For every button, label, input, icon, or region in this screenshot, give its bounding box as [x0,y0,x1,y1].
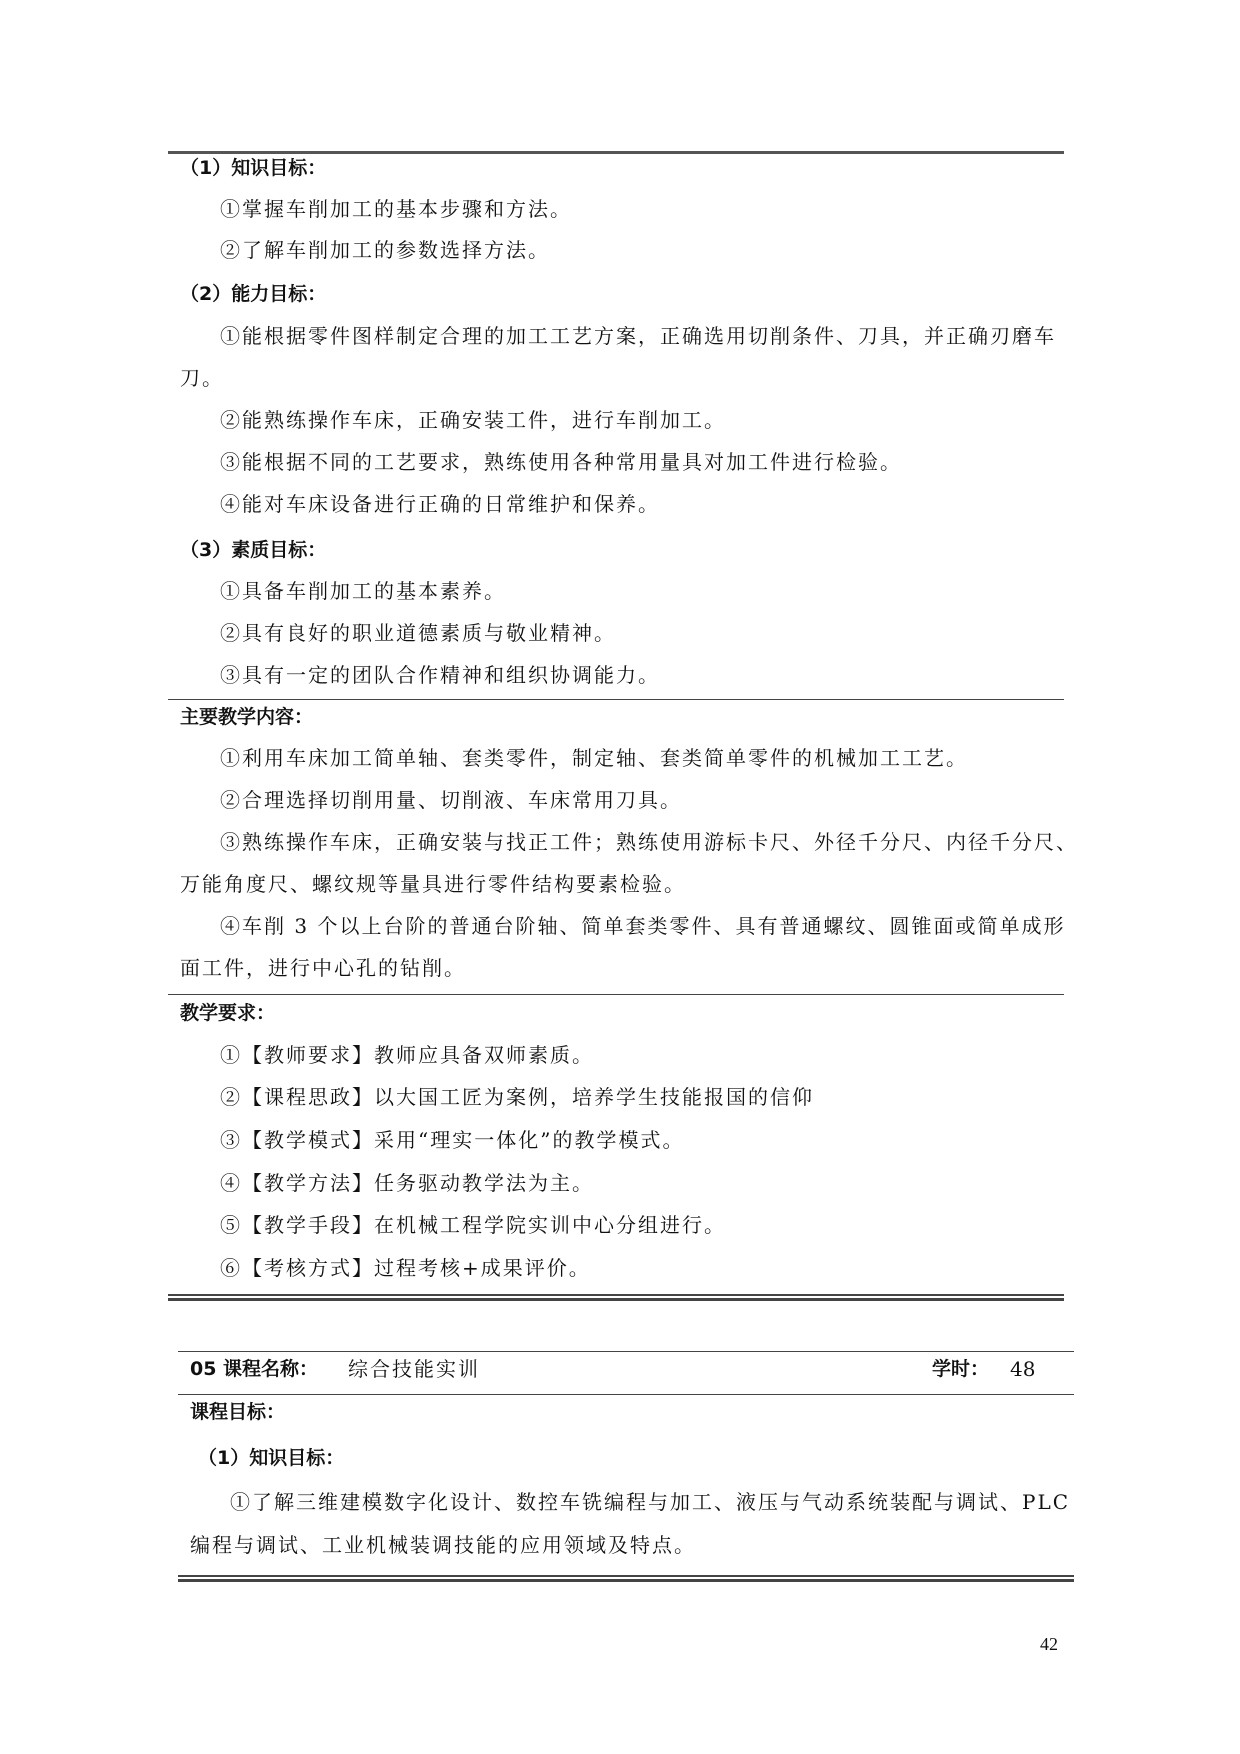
course05-name-label: 05 课程名称： [190,1358,319,1380]
requirement-item-5: ⑤【教学手段】在机械工程学院实训中心分组进行。 [220,1213,726,1237]
content-line-4: ④车削 3 个以上台阶的普通台阶轴、简单套类零件、具有普通螺纹、圆锥面或简单成形 [220,914,1066,938]
content-line-4-cont: 面工件，进行中心孔的钻削。 [180,956,466,980]
requirement-item-1: ①【教师要求】教师应具备双师素质。 [220,1043,594,1067]
quality-heading: （3）素质目标： [180,539,327,561]
course05-hours-label: 学时： [932,1358,990,1380]
ability-item-3: ③能根据不同的工艺要求，熟练使用各种常用量具对加工件进行检验。 [220,450,902,474]
bottom-rule-section1 [168,1294,1064,1296]
course05-knowledge-heading: （1）知识目标： [198,1447,345,1469]
course05-knowledge-line-1: ①了解三维建模数字化设计、数控车铣编程与加工、液压与气动系统装配与调试、PLC [230,1490,1071,1514]
content-heading: 主要教学内容： [180,706,314,728]
top-rule [168,151,1064,154]
quality-item-2: ②具有良好的职业道德素质与敬业精神。 [220,621,616,645]
course05-hours-value: 48 [1010,1357,1036,1381]
divider-requirements [168,994,1064,995]
knowledge-heading: （1）知识目标： [180,157,327,179]
requirement-item-4: ④【教学方法】任务驱动教学法为主。 [220,1171,594,1195]
course05-knowledge-line-2: 编程与调试、工业机械装调技能的应用领域及特点。 [190,1533,696,1557]
ability-item-1: ①能根据零件图样制定合理的加工工艺方案，正确选用切削条件、刀具，并正确刃磨车 [220,324,1056,348]
ability-heading: （2）能力目标： [180,283,327,305]
knowledge-item-2: ②了解车削加工的参数选择方法。 [220,238,550,262]
requirement-item-3: ③【教学模式】采用“理实一体化”的教学模式。 [220,1128,685,1152]
content-line-2: ②合理选择切削用量、切削液、车床常用刀具。 [220,788,682,812]
ability-item-2: ②能熟练操作车床，正确安装工件，进行车削加工。 [220,408,726,432]
requirements-heading: 教学要求： [180,1002,276,1024]
quality-item-3: ③具有一定的团队合作精神和组织协调能力。 [220,663,660,687]
course05-name-value: 综合技能实训 [348,1357,480,1381]
content-line-1: ①利用车床加工简单轴、套类零件，制定轴、套类简单零件的机械加工工艺。 [220,746,968,770]
content-line-3: ③熟练操作车床，正确安装与找正工件；熟练使用游标卡尺、外径千分尺、内径千分尺、 [220,830,1078,854]
ability-item-1-cont: 刀。 [180,366,224,390]
content-line-3-cont: 万能角度尺、螺纹规等量具进行零件结构要素检验。 [180,872,686,896]
course05-top-rule [178,1351,1074,1352]
quality-item-1: ①具备车削加工的基本素养。 [220,579,506,603]
course05-bottom-rule [178,1575,1074,1577]
knowledge-item-1: ①掌握车削加工的基本步骤和方法。 [220,197,572,221]
course05-goals-heading: 课程目标： [190,1401,286,1423]
divider-content [168,699,1064,700]
ability-item-4: ④能对车床设备进行正确的日常维护和保养。 [220,492,660,516]
requirement-item-6: ⑥【考核方式】过程考核+成果评价。 [220,1256,591,1280]
course05-header-rule [178,1394,1074,1395]
requirement-item-2: ②【课程思政】以大国工匠为案例，培养学生技能报国的信仰 [220,1085,814,1109]
page-number: 42 [1040,1634,1058,1654]
